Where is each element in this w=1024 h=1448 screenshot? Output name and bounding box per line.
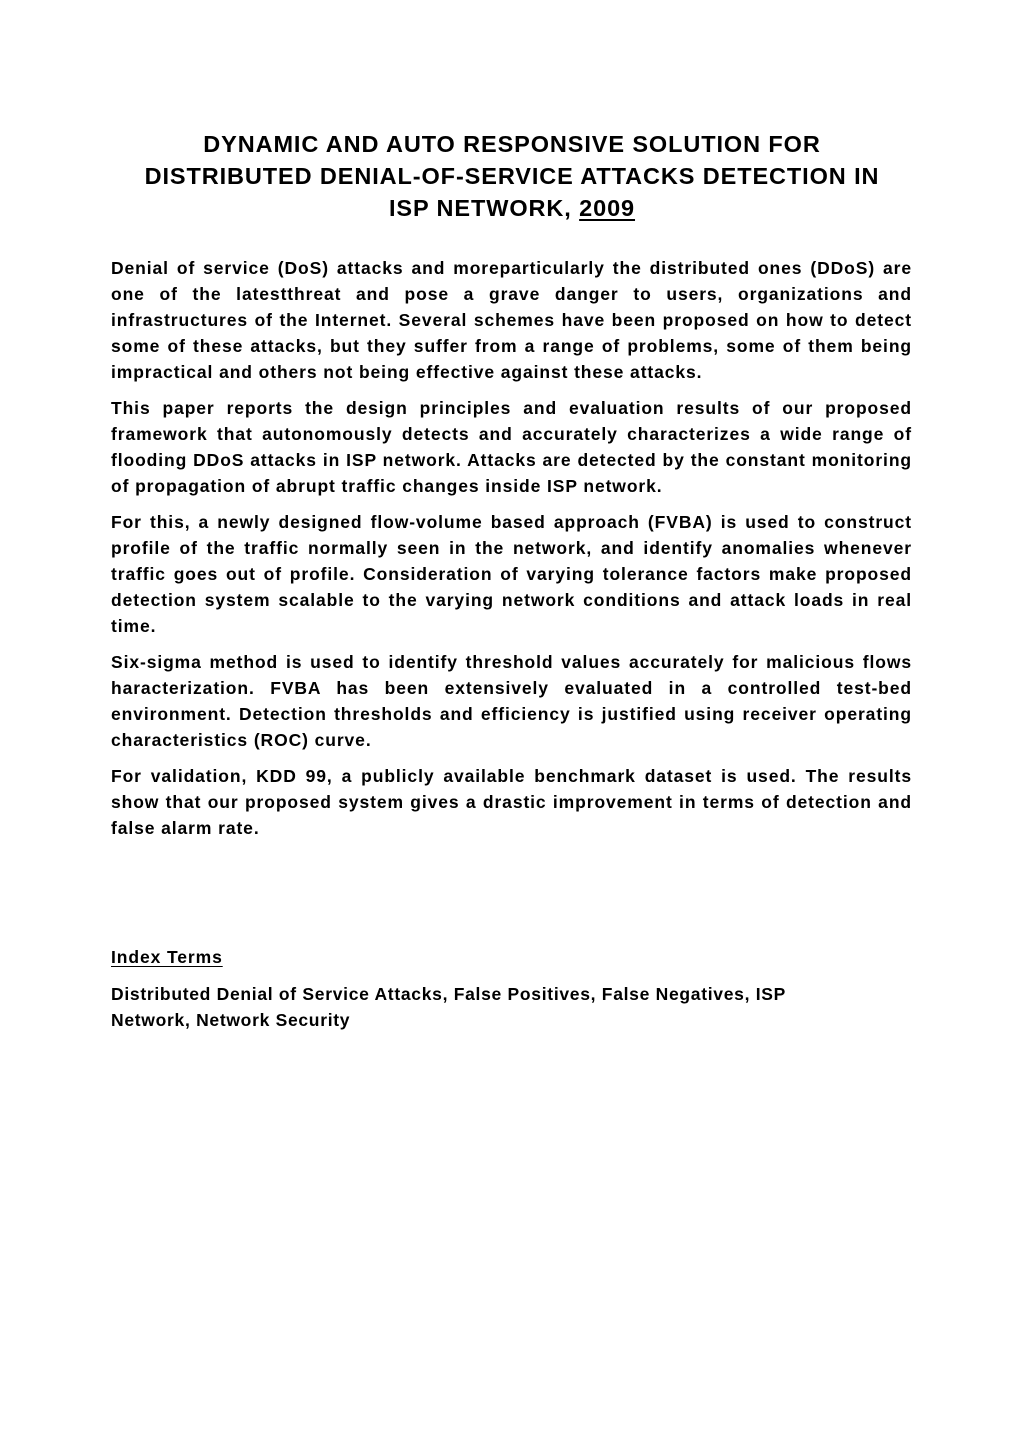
abstract-body <box>111 255 912 851</box>
index-terms-list <box>111 981 912 1033</box>
abstract-paragraph-5: For validation, KDD 99, a publicly available benchmark dataset is used. The results show that our proposed system gives a drastic improvement in terms of detection and false alarm rate. <box>111 766 912 838</box>
abstract-paragraph-1: Denial of service (DoS) attacks and moreparticularly the distributed ones (DDoS) are one of the latestthreat and pose a grave danger to users, organizations and infrastructures of the Internet. Several schemes have been proposed on how to detect some of these attacks, but they suffer from a range of problems, some of them being impractical and others not being effective against these attacks. <box>111 258 912 382</box>
index-terms-line-1: Distributed Denial of Service Attacks, False Positives, False Negatives, ISP <box>111 984 787 1004</box>
document-title <box>100 128 924 224</box>
abstract-paragraph-3: For this, a newly designed flow-volume based approach (FVBA) is used to construct profile of the traffic normally seen in the network, and identify anomalies whenever traffic goes out of profile. Consideration of varying tolerance factors make proposed detection system scalable to the varying network conditions and attack loads in real time. <box>111 512 912 636</box>
index-terms-line-2: Network, Network Security <box>111 1010 351 1030</box>
title-line-2: DISTRIBUTED DENIAL-OF-SERVICE ATTACKS DETECTION IN <box>144 162 880 189</box>
title-line-3 <box>100 192 924 224</box>
abstract-paragraph-4: Six-sigma method is used to identify threshold values accurately for malicious flows haracterization. FVBA has been extensively evaluated in a controlled test-bed environment. Detection thresholds and efficiency is justified using receiver operating characteristics (ROC) curve. <box>111 652 912 750</box>
abstract-paragraph-2: This paper reports the design principles and evaluation results of our proposed framework that autonomously detects and accurately characterizes a wide range of flooding DDoS attacks in ISP network. Attacks are detected by the constant monitoring of propagation of abrupt traffic changes inside ISP network. <box>111 398 912 496</box>
title-line-1: DYNAMIC AND AUTO RESPONSIVE SOLUTION FOR <box>203 130 821 157</box>
title-line-3-prefix: ISP NETWORK, <box>388 194 580 221</box>
title-year: 2009 <box>579 194 636 221</box>
index-terms-heading: Index Terms <box>111 947 223 967</box>
